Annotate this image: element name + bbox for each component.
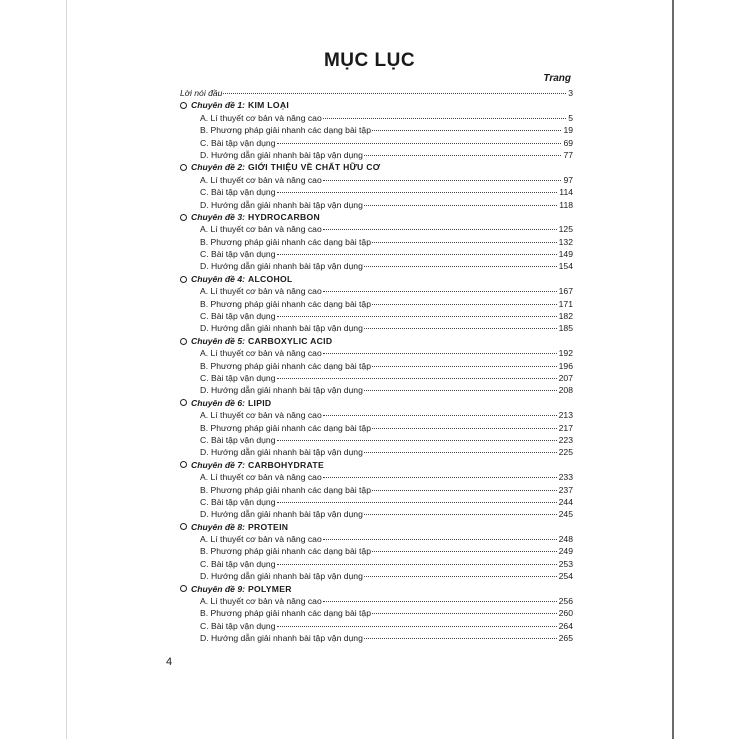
toc-entry-label: D. Hướng dẫn giải nhanh bài tập vận dụng <box>200 633 363 644</box>
toc-entry-page: 154 <box>558 261 573 272</box>
dot-leader <box>372 303 557 305</box>
circle-bullet-icon <box>180 102 187 109</box>
toc-entry-label: C. Bài tập vận dụng <box>200 372 276 383</box>
toc-entry-page: 97 <box>563 174 573 185</box>
toc-entry-page: 223 <box>558 434 573 445</box>
dot-leader <box>277 501 557 503</box>
toc-entry-page: 182 <box>558 311 573 322</box>
toc-entry-label: A. Lí thuyết cơ bản và nâng cao <box>200 224 322 235</box>
toc-entry-row <box>180 508 573 520</box>
dot-leader <box>323 414 557 416</box>
circle-bullet-icon <box>180 399 187 406</box>
toc-entry-label: A. Lí thuyết cơ bản và nâng cao <box>200 596 322 607</box>
chapter-prefix: Chuyên đề 1: <box>191 100 245 111</box>
toc-entry-label: D. Hướng dẫn giải nhanh bài tập vận dụng <box>200 199 363 210</box>
toc-entry-label: B. Phương pháp giải nhanh các dạng bài tập <box>200 298 371 309</box>
toc-entry-page: 237 <box>558 484 573 495</box>
toc-entry-row <box>180 186 573 198</box>
toc-entry-page: 118 <box>559 199 573 210</box>
toc-entry-page: 3 <box>568 88 573 98</box>
toc-entry-row <box>180 248 573 260</box>
dot-leader <box>364 204 557 206</box>
toc-entry-page: 225 <box>558 447 573 458</box>
toc-entry-label: A. Lí thuyết cơ bản và nâng cao <box>200 174 322 185</box>
toc-entry-page: 265 <box>558 633 573 644</box>
toc-entry-label: D. Hướng dẫn giải nhanh bài tập vận dụng <box>200 385 363 396</box>
toc-entry-row <box>180 223 573 235</box>
chapter-topic: KIM LOẠI <box>247 100 290 111</box>
toc-entry-row <box>180 471 573 483</box>
toc-entry-page: 196 <box>558 360 573 371</box>
toc-entry-label: B. Phương pháp giải nhanh các dạng bài tập <box>200 484 371 495</box>
toc-entry-row <box>180 347 573 359</box>
circle-bullet-icon <box>180 585 187 592</box>
toc-entry-page: 256 <box>558 596 573 607</box>
toc-entry-label: D. Hướng dẫn giải nhanh bài tập vận dụng <box>200 509 363 520</box>
toc-entry-label: C. Bài tập vận dụng <box>200 249 276 260</box>
toc-entry-row <box>180 595 573 607</box>
chapter-prefix: Chuyên đề 7: <box>191 459 245 470</box>
chapter-topic: LIPID <box>247 397 272 408</box>
dot-leader <box>364 637 557 639</box>
chapter-heading <box>180 521 573 533</box>
toc-entry-row <box>180 124 573 136</box>
toc-entry-page: 69 <box>563 137 573 148</box>
dot-leader <box>277 253 557 255</box>
toc-entry-label: B. Phương pháp giải nhanh các dạng bài tập <box>200 236 371 247</box>
toc-entry-page: 171 <box>558 298 573 309</box>
toc-entry-row <box>180 446 573 458</box>
dot-leader <box>277 191 558 193</box>
dot-leader <box>364 389 557 391</box>
toc-entry-row <box>180 558 573 570</box>
dot-leader <box>372 427 557 429</box>
chapter-prefix: Chuyên đề 3: <box>191 211 245 222</box>
toc-entry-row <box>180 285 573 297</box>
toc-entry-page: 217 <box>558 422 573 433</box>
dot-leader <box>323 476 557 478</box>
dot-leader <box>277 563 557 565</box>
page-column-label: Trang <box>543 73 571 84</box>
toc-entry-label: Lời nói đầu <box>180 88 223 98</box>
dot-leader <box>364 265 557 267</box>
toc-entry-row <box>180 149 573 161</box>
toc-entry-page: 132 <box>558 236 573 247</box>
dot-leader <box>372 612 557 614</box>
toc-entry-row <box>180 322 573 334</box>
toc-entry-page: 208 <box>558 385 573 396</box>
toc-entry-row <box>180 260 573 272</box>
toc-entry-label: C. Bài tập vận dụng <box>200 434 276 445</box>
toc-entry-label: C. Bài tập vận dụng <box>200 620 276 631</box>
circle-bullet-icon <box>180 338 187 345</box>
toc-entry-row <box>180 484 573 496</box>
toc-entry-page: 213 <box>558 410 573 421</box>
toc-entry-row <box>180 310 573 322</box>
toc-entry-row <box>180 360 573 372</box>
circle-bullet-icon <box>180 523 187 530</box>
toc-entry-label: C. Bài tập vận dụng <box>200 496 276 507</box>
chapter-prefix: Chuyên đề 9: <box>191 583 245 594</box>
toc-entry-label: D. Hướng dẫn giải nhanh bài tập vận dụng <box>200 261 363 272</box>
toc-entry-page: 260 <box>558 608 573 619</box>
chapter-topic: GIỚI THIỆU VỀ CHẤT HỮU CƠ <box>247 162 381 173</box>
toc-entry-label: A. Lí thuyết cơ bản và nâng cao <box>200 286 322 297</box>
chapter-heading <box>180 583 573 595</box>
circle-bullet-icon <box>180 164 187 171</box>
chapter-topic: ALCOHOL <box>247 273 293 284</box>
toc-entry-row <box>180 620 573 632</box>
dot-leader <box>323 290 557 292</box>
dot-leader <box>364 327 557 329</box>
toc-entry-row <box>180 422 573 434</box>
chapter-heading <box>180 211 573 223</box>
toc-entry-label: D. Hướng dẫn giải nhanh bài tập vận dụng <box>200 149 363 160</box>
toc-entry-label: B. Phương pháp giải nhanh các dạng bài tập <box>200 608 371 619</box>
toc-entry-row <box>180 112 573 124</box>
dot-leader <box>323 352 557 354</box>
chapter-topic: POLYMER <box>247 583 292 594</box>
toc-entry-row <box>180 199 573 211</box>
dot-leader <box>277 439 557 441</box>
toc-entry-page: 248 <box>558 534 573 545</box>
toc-entry-label: C. Bài tập vận dụng <box>200 311 276 322</box>
chapter-heading <box>180 397 573 409</box>
toc-entry-label: B. Phương pháp giải nhanh các dạng bài tập <box>200 546 371 557</box>
chapter-heading <box>180 459 573 471</box>
toc-entry-label: A. Lí thuyết cơ bản và nâng cao <box>200 112 322 123</box>
toc-entry-label: D. Hướng dẫn giải nhanh bài tập vận dụng <box>200 447 363 458</box>
toc-entry-row <box>180 137 573 149</box>
toc-entry-row <box>180 545 573 557</box>
toc-entry-page: 253 <box>558 558 573 569</box>
circle-bullet-icon <box>180 214 187 221</box>
dot-leader <box>372 550 557 552</box>
toc-entry-label: A. Lí thuyết cơ bản và nâng cao <box>200 534 322 545</box>
toc-entry-row <box>180 174 573 186</box>
toc-entry-row <box>180 496 573 508</box>
toc-entry-page: 192 <box>558 348 573 359</box>
dot-leader <box>372 489 557 491</box>
toc-intro-row <box>180 87 573 99</box>
toc-entry-page: 244 <box>558 496 573 507</box>
chapter-prefix: Chuyên đề 8: <box>191 521 245 532</box>
dot-leader <box>323 228 557 230</box>
toc-entry-page: 125 <box>558 224 573 235</box>
toc-entry-row <box>180 434 573 446</box>
toc-entry-label: B. Phương pháp giải nhanh các dạng bài tập <box>200 422 371 433</box>
toc-entry-label: D. Hướng dẫn giải nhanh bài tập vận dụng <box>200 323 363 334</box>
chapter-heading <box>180 99 573 111</box>
toc-entry-page: 149 <box>558 249 573 260</box>
toc-entry-row <box>180 570 573 582</box>
dot-leader <box>323 600 557 602</box>
toc-entry-page: 5 <box>568 112 573 123</box>
toc-entry-label: D. Hướng dẫn giải nhanh bài tập vận dụng <box>200 571 363 582</box>
page-edge-left <box>66 0 67 739</box>
toc-entry-page: 233 <box>558 472 573 483</box>
chapter-heading <box>180 161 573 173</box>
page-edge-right <box>672 0 674 739</box>
chapter-prefix: Chuyên đề 2: <box>191 162 245 173</box>
toc-entry-page: 114 <box>559 187 573 198</box>
chapter-topic: CARBOHYDRATE <box>247 459 324 470</box>
toc-entry-page: 249 <box>558 546 573 557</box>
toc-entry-row <box>180 372 573 384</box>
toc-entry-label: A. Lí thuyết cơ bản và nâng cao <box>200 472 322 483</box>
circle-bullet-icon <box>180 461 187 468</box>
toc-entry-label: C. Bài tập vận dụng <box>200 137 276 148</box>
table-of-contents <box>180 87 573 645</box>
toc-entry-row <box>180 409 573 421</box>
toc-entry-page: 185 <box>558 323 573 334</box>
dot-leader <box>372 241 557 243</box>
toc-entry-label: C. Bài tập vận dụng <box>200 558 276 569</box>
toc-entry-row <box>180 236 573 248</box>
toc-entry-label: A. Lí thuyết cơ bản và nâng cao <box>200 410 322 421</box>
toc-entry-label: B. Phương pháp giải nhanh các dạng bài tập <box>200 360 371 371</box>
toc-entry-page: 77 <box>563 149 573 160</box>
page-number: 4 <box>166 656 173 668</box>
dot-leader <box>323 117 566 119</box>
toc-entry-page: 207 <box>558 372 573 383</box>
toc-entry-page: 245 <box>558 509 573 520</box>
chapter-list <box>180 99 573 644</box>
dot-leader <box>323 538 557 540</box>
dot-leader <box>323 179 562 181</box>
dot-leader <box>364 575 557 577</box>
dot-leader <box>372 365 557 367</box>
dot-leader <box>277 377 557 379</box>
toc-entry-page: 167 <box>558 286 573 297</box>
chapter-prefix: Chuyên đề 4: <box>191 273 245 284</box>
toc-entry-row <box>180 298 573 310</box>
toc-entry-page: 264 <box>558 620 573 631</box>
chapter-topic: CARBOXYLIC ACID <box>247 335 333 346</box>
chapter-topic: PROTEIN <box>247 521 289 532</box>
dot-leader <box>277 625 557 627</box>
toc-entry-row <box>180 384 573 396</box>
toc-entry-label: A. Lí thuyết cơ bản và nâng cao <box>200 348 322 359</box>
page-title: MỤC LỤC <box>323 50 416 71</box>
chapter-prefix: Chuyên đề 5: <box>191 335 245 346</box>
toc-entry-row <box>180 533 573 545</box>
toc-entry-row <box>180 607 573 619</box>
dot-leader <box>364 451 557 453</box>
circle-bullet-icon <box>180 276 187 283</box>
chapter-heading <box>180 273 573 285</box>
dot-leader <box>364 513 557 515</box>
chapter-heading <box>180 335 573 347</box>
toc-entry-page: 19 <box>563 125 573 136</box>
toc-entry-label: B. Phương pháp giải nhanh các dạng bài tập <box>200 125 371 136</box>
dot-leader <box>364 154 562 156</box>
dot-leader <box>277 142 562 144</box>
dot-leader <box>372 129 561 131</box>
dot-leader <box>223 92 566 94</box>
chapter-prefix: Chuyên đề 6: <box>191 397 245 408</box>
dot-leader <box>277 315 557 317</box>
toc-entry-label: C. Bài tập vận dụng <box>200 187 276 198</box>
chapter-topic: HYDROCARBON <box>247 211 321 222</box>
toc-entry-page: 254 <box>558 571 573 582</box>
toc-entry-row <box>180 632 573 644</box>
